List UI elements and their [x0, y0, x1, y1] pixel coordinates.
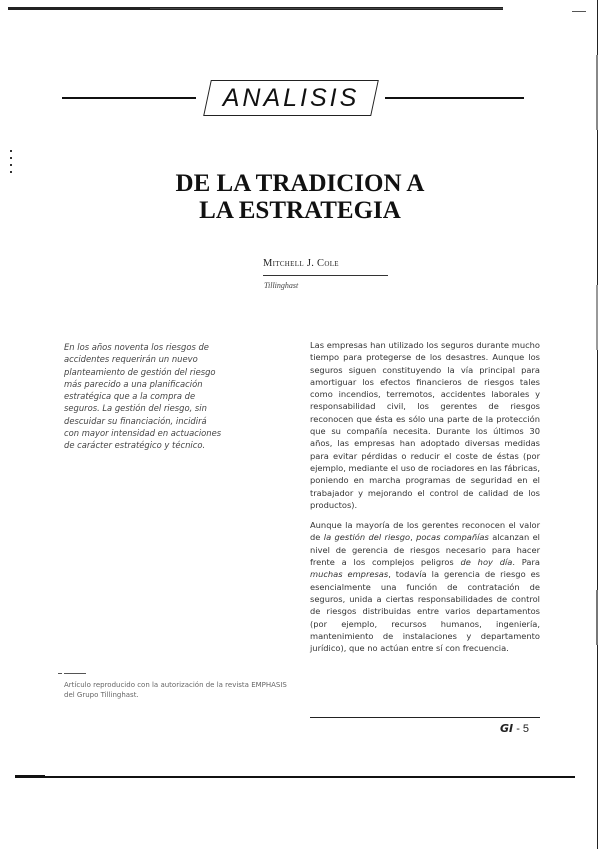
title-line-1: DE LA TRADICION A: [175, 170, 425, 197]
byline-rule: [263, 275, 388, 276]
body-column: [310, 339, 540, 662]
page-edge-shadow: [596, 55, 598, 130]
text-run: ,: [410, 532, 417, 543]
text-run: . Para: [512, 557, 540, 568]
section-label: ANALISIS: [222, 84, 360, 112]
footnote-rule: [58, 673, 62, 674]
bottom-rule: [15, 776, 575, 778]
binding-marks: [10, 150, 13, 180]
publication-logo-icon: GI: [500, 722, 514, 735]
text-run: Aunque la mayoría de los gerentes reconocen el valor de: [310, 520, 540, 543]
emphasis: de hoy día: [460, 557, 513, 568]
corner-mark: [572, 11, 586, 12]
page-number: 5: [522, 723, 530, 735]
body-paragraph-1: Las empresas han utilizado los seguros durante mucho tiempo para protegerse de los desastres. Aunque los seguros siguen constituyendo la vía principal para amortiguar los efectos financieros de riesgos tales como incendios, terremotos, accidentes laborales y responsabilidad civil, los gerentes de riesgos reconocen que ésta es sólo una parte de la protección que su compañía necesita. Durante los últimos 30 años, las empresas han adoptado diversas medidas para evitar pérdidas o reducir el coste de éstas (por ejemplo, mediante el uso de rociadores en las fábricas, poniendo en marcha programas de seguridad en el trabajador y mejorando el control de calidad de los productos).: [310, 340, 540, 510]
title-line-2: LA ESTRATEGIA: [199, 197, 401, 224]
emphasis: la gestión del riesgo: [323, 532, 411, 543]
body-paragraph-2: [310, 519, 540, 654]
emphasis: muchas empresas: [310, 569, 389, 580]
section-rule-left: [62, 97, 196, 99]
page-edge-shadow: [596, 285, 598, 350]
sidebar-summary: En los años noventa los riesgos de accidentes requerirán un nuevo planteamiento de gestión del riesgo más parecido a una planificación estratégica que a la compra de seguros. La gestión del riesgo, sin descuidar su financiación, incidirá con mayor intensidad en actuaciones de carácter estratégico y técnico.: [64, 342, 222, 451]
footnote: Artículo reproducido con la autorización de la revista EMPHASIS del Grupo Tillinghast.: [64, 681, 287, 699]
emphasis: pocas compañías: [416, 532, 489, 543]
author-affiliation: Tillinghast: [264, 281, 299, 290]
text-run: alcanzan el nivel de gerencia de riesgos necesario para hacer frente a los complejos peligros: [310, 532, 540, 568]
folio-separator: -: [516, 723, 520, 735]
text-run: , todavía la gerencia de riesgo es esencialmente una función de contratación de seguros, unida a ciertas responsabilidades de control de riesgos distribuidas entre varios departamentos (por ejemplo, recursos humanos, ingeniería, mantenimiento de instalaciones y departamento jurídico), que no actúan entre sí con frecuencia.: [310, 569, 540, 654]
footnote-rule: [64, 673, 86, 674]
column-end-rule: [310, 717, 540, 718]
section-rule-right: [385, 97, 524, 99]
article-title: [100, 170, 500, 224]
author-name: Mitchell J. Cole: [263, 258, 339, 269]
top-rule-thin: [150, 8, 503, 9]
page-folio: [500, 722, 529, 735]
page-edge-shadow: [596, 590, 598, 645]
